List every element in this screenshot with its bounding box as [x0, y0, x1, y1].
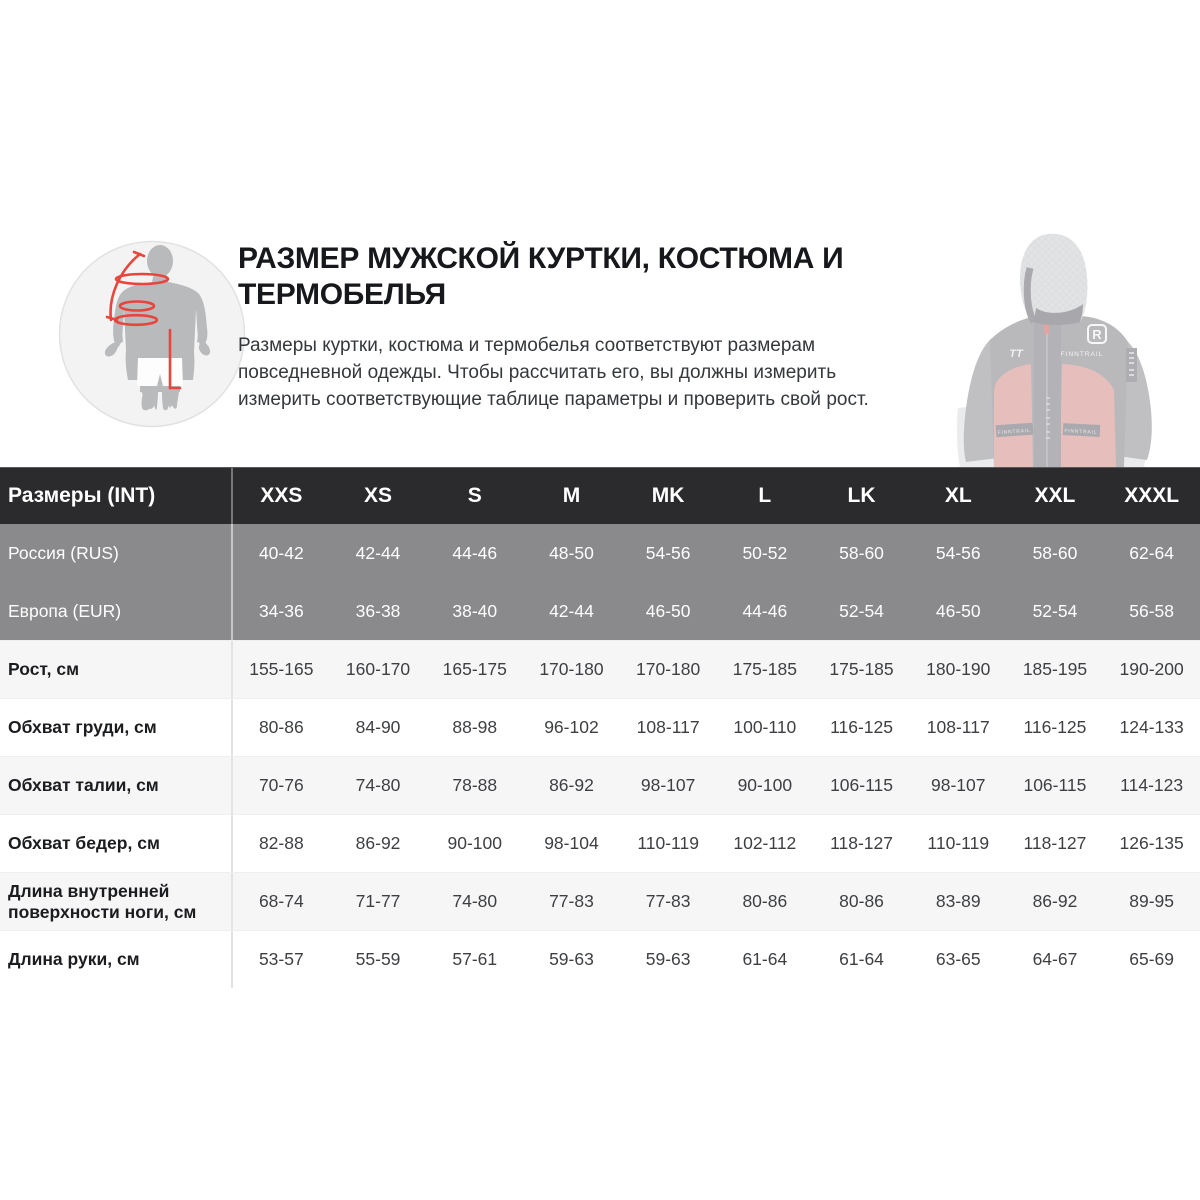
page-title-line1: РАЗМЕР МУЖСКОЙ КУРТКИ, КОСТЮМА И — [238, 242, 844, 275]
size-cell: 36-38 — [355, 600, 401, 621]
size-cell: 71-77 — [355, 891, 401, 911]
size-cell: 82-88 — [258, 833, 304, 853]
svg-text:R: R — [1092, 327, 1102, 342]
size-cell: 106-115 — [1023, 775, 1087, 795]
size-cell: 80-86 — [839, 891, 884, 911]
size-cell: 108-117 — [926, 717, 990, 737]
row-label: Длина руки, см — [0, 931, 233, 988]
size-cell: 57-61 — [452, 949, 498, 969]
size-cell: 46-50 — [935, 600, 981, 621]
size-cell: 74-80 — [452, 891, 498, 911]
size-cell: 185-195 — [1022, 659, 1088, 679]
size-cell: 84-90 — [355, 717, 401, 737]
size-cell: 124-133 — [1119, 717, 1184, 737]
table-row — [0, 756, 1200, 814]
table-row — [0, 698, 1200, 756]
size-cell: 65-69 — [1129, 949, 1175, 969]
size-cell: 38-40 — [452, 600, 498, 621]
size-cell: 90-100 — [447, 833, 502, 853]
size-cell: 78-88 — [452, 775, 498, 795]
size-cell: 86-92 — [1032, 891, 1078, 911]
intro-section — [238, 241, 918, 413]
column-header: XXS — [260, 484, 303, 507]
size-cell: 108-117 — [636, 717, 700, 737]
size-cell: 155-165 — [249, 659, 314, 679]
size-cell: 52-54 — [839, 600, 884, 621]
size-cell: 86-92 — [355, 833, 401, 853]
size-cell: 90-100 — [737, 775, 793, 795]
size-cell: 42-44 — [549, 600, 594, 621]
size-cell: 54-56 — [935, 542, 981, 563]
size-cell: 86-92 — [549, 775, 594, 795]
svg-text:FINNTRAIL: FINNTRAIL — [1060, 351, 1104, 358]
size-cell: 190-200 — [1119, 659, 1184, 679]
size-cell: 98-107 — [640, 775, 696, 795]
row-label: Длина внутренней поверхности ноги, см — [0, 873, 233, 930]
size-cell: 165-175 — [442, 659, 507, 679]
size-cell: 100-110 — [733, 717, 797, 737]
size-cell: 34-36 — [258, 600, 304, 621]
size-cell: 160-170 — [345, 659, 411, 679]
column-header: LK — [847, 484, 876, 507]
column-header: MK — [651, 484, 685, 507]
size-cell: 116-125 — [1023, 717, 1087, 737]
size-cell: 80-86 — [742, 891, 788, 911]
size-cell: 48-50 — [549, 542, 594, 563]
size-cell: 68-74 — [258, 891, 304, 911]
jacket-placket-text — [1046, 398, 1050, 438]
size-cell: 110-119 — [637, 833, 699, 853]
size-cell: 62-64 — [1129, 542, 1175, 563]
size-cell: 64-67 — [1032, 949, 1078, 969]
row-label: Обхват талии, см — [0, 757, 233, 814]
table-row — [0, 524, 1200, 582]
size-cell: 53-57 — [258, 949, 304, 969]
svg-text:FINNTRAIL: FINNTRAIL — [997, 427, 1031, 437]
size-cell: 58-60 — [1032, 542, 1078, 563]
size-cell: 59-63 — [645, 949, 691, 969]
size-cell: 77-83 — [549, 891, 594, 911]
table-row — [0, 872, 1200, 930]
size-cell: 114-123 — [1120, 775, 1184, 795]
jacket-red-panel-left — [994, 364, 1033, 467]
row-label: Обхват бедер, см — [0, 815, 233, 872]
size-cell: 42-44 — [355, 542, 401, 563]
size-cell: 102-112 — [733, 833, 797, 853]
size-cell: 59-63 — [549, 949, 594, 969]
size-cell: 118-127 — [830, 833, 893, 853]
table-row — [0, 640, 1200, 698]
size-cell: 50-52 — [742, 542, 788, 563]
size-cell: 116-125 — [830, 717, 893, 737]
size-cell: 126-135 — [1119, 833, 1184, 853]
table-header-label: Размеры (INT) — [0, 468, 233, 524]
column-header: XXXL — [1124, 484, 1180, 507]
size-cell: 175-185 — [732, 659, 797, 679]
size-cell: 70-76 — [258, 775, 304, 795]
size-cell: 44-46 — [452, 542, 498, 563]
jacket-illustration — [930, 228, 1200, 467]
size-cell: 110-119 — [927, 833, 990, 853]
size-cell: 83-89 — [935, 891, 981, 911]
size-cell: 98-104 — [544, 833, 599, 853]
size-cell: 77-83 — [645, 891, 691, 911]
size-cell: 74-80 — [355, 775, 401, 795]
size-cell: 180-190 — [926, 659, 991, 679]
column-header: M — [562, 484, 581, 507]
column-header: XXL — [1034, 484, 1076, 507]
jacket-image — [930, 228, 1200, 467]
size-cell: 40-42 — [258, 542, 304, 563]
size-cell: 106-115 — [830, 775, 893, 795]
column-header: L — [758, 484, 772, 507]
size-cell: 44-46 — [742, 600, 788, 621]
size-cell: 61-64 — [839, 949, 884, 969]
size-cell: 98-107 — [930, 775, 986, 795]
body-rows — [0, 640, 1200, 988]
page-title — [238, 241, 918, 313]
size-cell: 170-180 — [539, 659, 604, 679]
size-cell: 55-59 — [355, 949, 401, 969]
size-cell: 58-60 — [839, 542, 884, 563]
size-cell: 96-102 — [544, 717, 599, 737]
table-row — [0, 582, 1200, 640]
svg-text:TT: TT — [1009, 348, 1023, 360]
body-measurements-icon — [58, 240, 246, 428]
table-row — [0, 814, 1200, 872]
gray-rows — [0, 524, 1200, 640]
column-header: XS — [364, 484, 393, 507]
row-label: Обхват груди, см — [0, 699, 233, 756]
svg-text:FINNTRAIL: FINNTRAIL — [1064, 428, 1098, 436]
size-cell: 80-86 — [258, 717, 304, 737]
size-cell: 63-65 — [935, 949, 981, 969]
size-cell: 61-64 — [742, 949, 788, 969]
page-description: Размеры куртки, костюма и термобелья соответствуют размерам повседневной одежды. Чтобы рассчитать его, вы должны измерить измерить соответствующие таблице параметры и проверить свой рост. — [238, 335, 869, 410]
size-cell: 175-185 — [829, 659, 894, 679]
size-cell: 118-127 — [1023, 833, 1087, 853]
size-table — [0, 467, 1200, 988]
size-cell: 88-98 — [452, 717, 498, 737]
row-label: Европа (EUR) — [0, 582, 233, 640]
size-cell: 52-54 — [1032, 600, 1078, 621]
size-cell: 170-180 — [636, 659, 701, 679]
jacket-sleeve-badge — [1126, 348, 1137, 382]
page-title-line2: ТЕРМОБЕЛЬЯ — [238, 278, 446, 311]
table-header-row — [0, 467, 1200, 524]
column-header: XL — [944, 484, 972, 507]
size-cell: 56-58 — [1129, 600, 1175, 621]
size-cell: 54-56 — [645, 542, 691, 563]
row-label: Россия (RUS) — [0, 524, 233, 582]
column-header: S — [467, 484, 482, 507]
table-row — [0, 930, 1200, 988]
size-cell: 89-95 — [1129, 891, 1175, 911]
size-cell: 46-50 — [645, 600, 691, 621]
row-label: Рост, см — [0, 641, 233, 698]
